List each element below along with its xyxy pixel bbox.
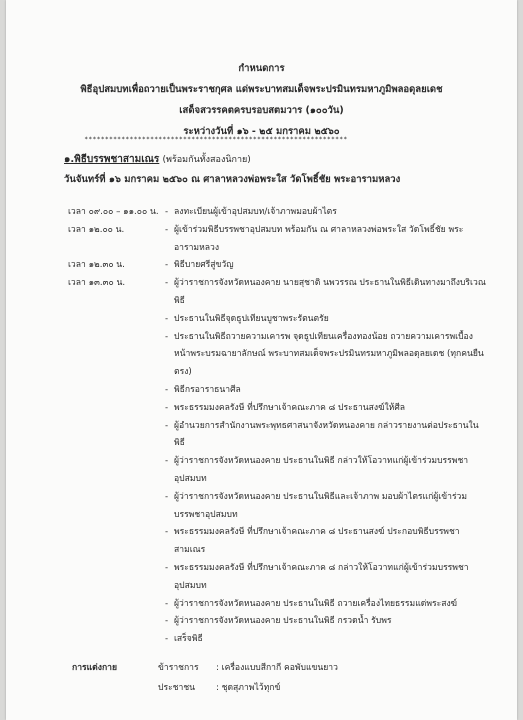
- dress-row: [72, 678, 472, 698]
- dress-what: : เครื่องแบบสีกากี คอพับแขนยาว: [216, 663, 338, 673]
- schedule-item: [165, 418, 488, 454]
- bullet-dash: -: [165, 616, 169, 627]
- bullet-dash: -: [165, 278, 169, 289]
- schedule-item-text: เสร็จพิธี: [174, 634, 203, 645]
- schedule-item-text: ผู้ว่าราชการจังหวัดหนองคาย ประธานในพิธี ถวายเครื่องไทยธรรมแด่พระสงฆ์: [174, 598, 458, 609]
- schedule-time: เวลา ๑๒.๓๐ น.: [68, 260, 125, 271]
- section-title-note: (พร้อมกันทั้งสองนิกาย): [162, 155, 251, 165]
- schedule-row: [68, 222, 488, 258]
- dress-label-spacer: [72, 678, 158, 698]
- schedule-item-text: ลงทะเบียนผู้เข้าอุปสมบท/เจ้าภาพมอบผ้าไตร: [174, 207, 337, 217]
- bullet-dash: -: [165, 224, 169, 235]
- schedule-items: [165, 204, 488, 222]
- dress-row: [72, 658, 472, 678]
- schedule-item: [165, 489, 488, 525]
- bullet-dash: -: [165, 598, 169, 609]
- schedule-item-text: พระธรรมมงคลรังษี ที่ปรึกษาเจ้าคณะภาค ๘ กล่าวให้โอวาทแก่ผู้เข้าร่วมบรรพชาอุปสมบท: [174, 562, 469, 591]
- header-title: กำหนดการ: [238, 63, 285, 74]
- schedule-item: [165, 329, 488, 382]
- document-page: [6, 0, 517, 720]
- schedule-time: เวลา ๐๙.๐๐ – ๑๑.๐๐ น.: [68, 207, 159, 217]
- schedule-item: [165, 204, 488, 222]
- schedule-row: [68, 275, 488, 649]
- schedule-items: [165, 275, 488, 649]
- separator-line: ****************************************************************: [84, 136, 348, 143]
- schedule-item: [165, 382, 488, 400]
- header-ceremony-line: พิธีอุปสมบทเพื่อถวายเป็นพระราชกุศล แด่พระบาทสมเด็จพระปรมินทรมหาภูมิพลอดุลยเดช: [80, 84, 443, 95]
- schedule-item: [165, 560, 488, 596]
- schedule-items: [165, 257, 488, 275]
- dress-what: : ชุดสุภาพไว้ทุกข์: [216, 683, 281, 693]
- schedule-item: [165, 257, 488, 275]
- schedule-item: [165, 613, 488, 631]
- dress-code-label: การแต่งกาย: [72, 663, 118, 673]
- bullet-dash: -: [165, 207, 169, 217]
- schedule-time: เวลา ๑๒.๐๐ น.: [68, 224, 125, 235]
- schedule-item-text: ผู้เข้าร่วมพิธีบรรพชาอุปสมบท พร้อมกัน ณ ศาลาหลวงพ่อพระใส วัดโพธิ์ชัย พระอารามหลวง: [174, 224, 464, 253]
- section-title-main: ๑.พิธีบรรพชาสามเณร: [64, 154, 160, 165]
- schedule-item-text: ผู้ว่าราชการจังหวัดหนองคาย ประธานในพิธี กรวดน้ำ รับพร: [174, 616, 392, 627]
- schedule-item-text: พระธรรมมงคลรังษี ที่ปรึกษาเจ้าคณะภาค ๘ ประธานสงฆ์ให้ศีล: [174, 402, 406, 413]
- schedule-item: [165, 400, 488, 418]
- schedule-item: [165, 311, 488, 329]
- schedule-items: [165, 222, 488, 258]
- bullet-dash: -: [165, 562, 169, 573]
- schedule-item-text: ผู้อำนวยการสำนักงานพระพุทธศาสนาจังหวัดหนองคาย กล่าวรายงานต่อประธานในพิธี: [174, 420, 479, 449]
- bullet-dash: -: [165, 384, 169, 395]
- schedule-item: [165, 524, 488, 560]
- schedule-item-text: พิธีบายศรีสู่ขวัญ: [174, 260, 234, 271]
- bullet-dash: -: [165, 402, 169, 413]
- schedule-item-text: ผู้ว่าราชการจังหวัดหนองคาย ประธานในพิธีและเจ้าภาพ มอบผ้าไตรแก่ผู้เข้าร่วมบรรพชาอุปสมบท: [174, 491, 468, 520]
- schedule-item: [165, 453, 488, 489]
- header-occasion-line: เสด็จสวรรคตครบรอบสตมวาร (๑๐๐วัน): [179, 105, 344, 116]
- schedule-item: [165, 222, 488, 258]
- schedule-item-text: พระธรรมมงคลรังษี ที่ปรึกษาเจ้าคณะภาค ๘ ประธานสงฆ์ ประกอบพิธีบรรพชาสามเณร: [174, 527, 460, 556]
- bullet-dash: -: [165, 527, 169, 538]
- bullet-dash: -: [165, 634, 169, 645]
- schedule: [68, 204, 488, 649]
- schedule-item: [165, 631, 488, 649]
- schedule-item-text: ผู้ว่าราชการจังหวัดหนองคาย ประธานในพิธี กล่าวให้โอวาทแก่ผู้เข้าร่วมบรรพชาอุปสมบท: [174, 456, 469, 484]
- schedule-item-text: ประธานในพิธีถวายความเคารพ จุดธูปเทียนเครื่องทองน้อย ถวายความเคารพเบื้องหน้าพระบรมฉายาลักษณ์ พระบาทสมเด็จพระปรมินทรมหาภูมิพลอดุลยเดช (ทุกคนยืนตรง): [174, 331, 484, 378]
- bullet-dash: -: [165, 491, 169, 502]
- bullet-dash: -: [165, 260, 169, 271]
- section-venue: วันจันทร์ที่ ๑๖ มกราคม ๒๕๖๐ ณ ศาลาหลวงพ่อพระใส วัดโพธิ์ชัย พระอารามหลวง: [64, 174, 401, 185]
- dress-who: ประชาชน: [158, 683, 196, 693]
- schedule-row: [68, 204, 488, 222]
- bullet-dash: -: [165, 331, 169, 342]
- schedule-item: [165, 596, 488, 614]
- dress-who: ข้าราชการ: [158, 663, 199, 673]
- header-date-range: ระหว่างวันที่ ๑๖ - ๒๕ มกราคม ๒๕๖๐: [183, 126, 340, 137]
- document-header: [6, 58, 517, 142]
- section-title: [64, 151, 251, 169]
- schedule-item-text: ประธานในพิธีจุดธูปเทียนบูชาพระรัตนตรัย: [174, 313, 329, 324]
- bullet-dash: -: [165, 313, 169, 324]
- schedule-row: [68, 257, 488, 275]
- dress-code: [72, 658, 472, 698]
- schedule-item-text: พิธีกรอาราธนาศีล: [174, 384, 241, 395]
- schedule-time: เวลา ๑๓.๓๐ น.: [68, 278, 126, 289]
- bullet-dash: -: [165, 456, 169, 467]
- schedule-item-text: ผู้ว่าราชการจังหวัดหนองคาย นายสุชาติ นพวรรณ ประธานในพิธีเดินทางมาถึงบริเวณพิธี: [174, 278, 486, 306]
- schedule-item: [165, 275, 488, 311]
- bullet-dash: -: [165, 420, 169, 431]
